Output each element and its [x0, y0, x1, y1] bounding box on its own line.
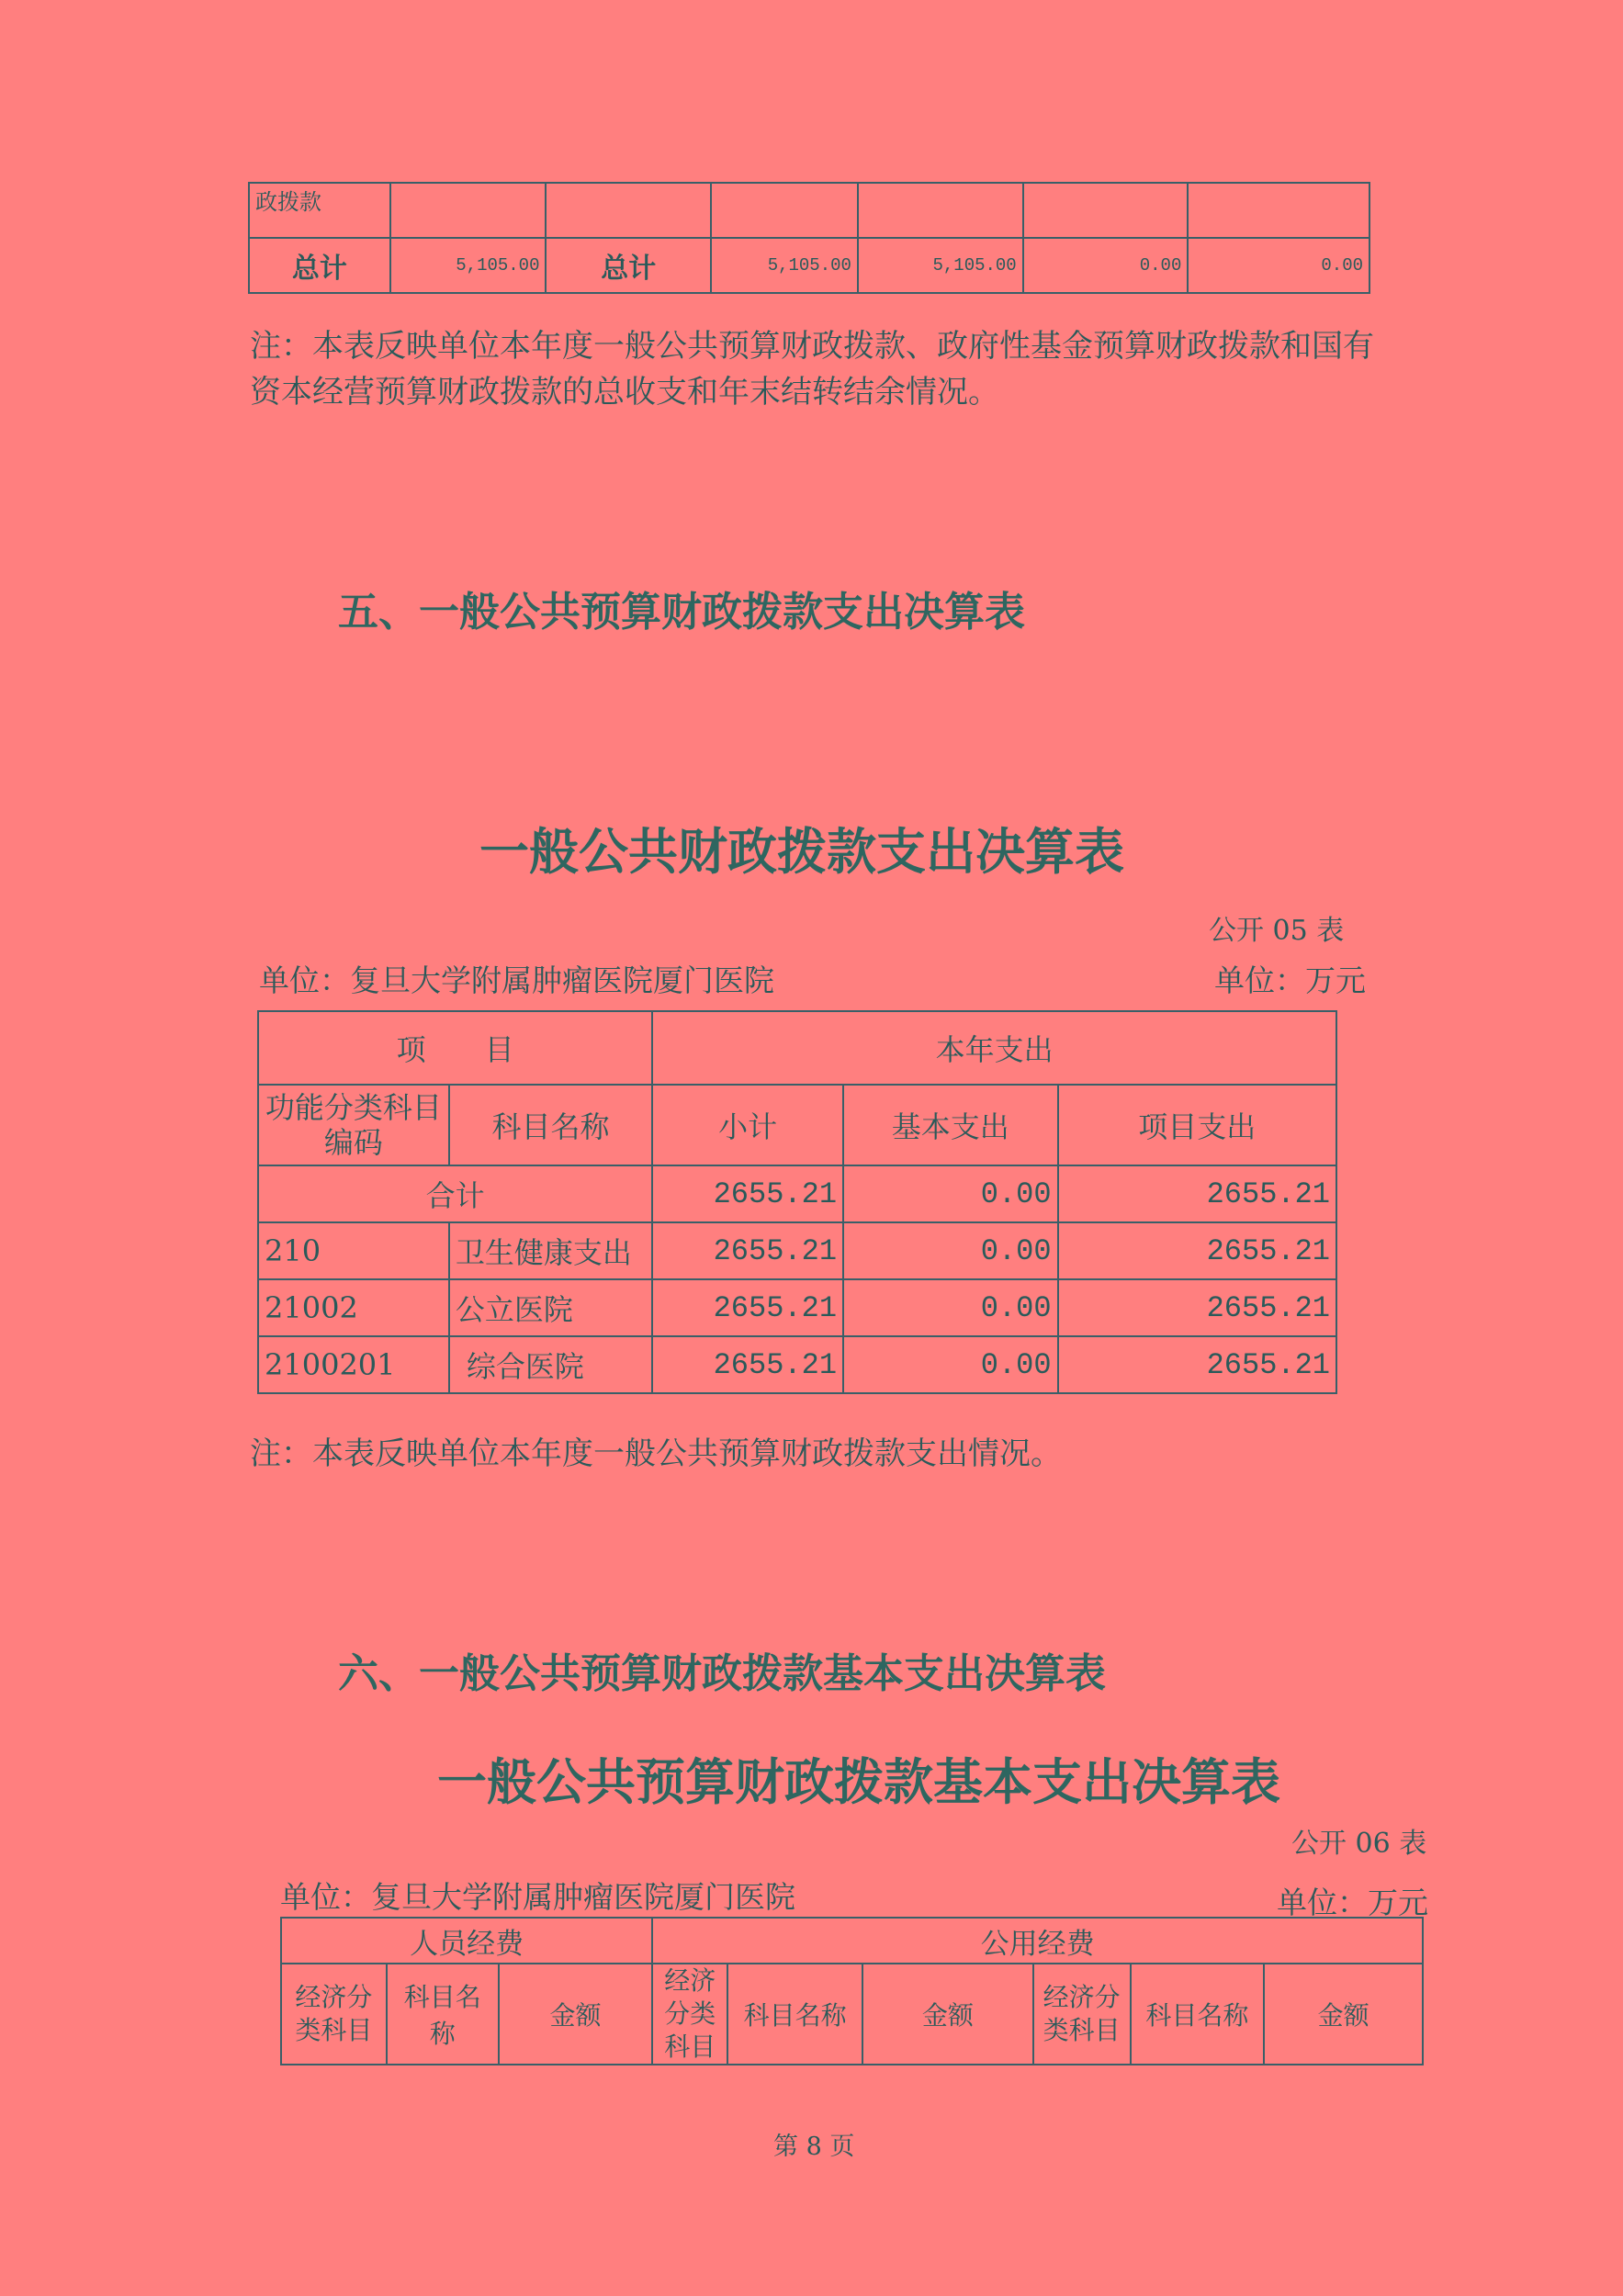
row-name: 综合医院 — [449, 1336, 652, 1393]
total-value-left: 5,105.00 — [390, 238, 547, 293]
row-code: 210 — [258, 1222, 449, 1279]
col-amount: 金额 — [1264, 1964, 1423, 2065]
row-code: 21002 — [258, 1279, 449, 1336]
row-basic: 0.00 — [843, 1222, 1058, 1279]
row-name: 卫生健康支出 — [449, 1222, 652, 1279]
section-5-heading: 五、一般公共预算财政拨款支出决算表 — [338, 589, 1025, 636]
table-row — [258, 1279, 1336, 1336]
table05-unit-money: 单位：万元 — [1214, 962, 1366, 998]
table-row — [249, 183, 1369, 238]
table-row-total — [249, 238, 1369, 293]
group-personnel: 人员经费 — [281, 1918, 652, 1964]
row-subtotal: 2655.21 — [652, 1222, 843, 1279]
table-header-row — [258, 1085, 1336, 1165]
total-subtotal: 2655.21 — [652, 1165, 843, 1222]
total-value: 0.00 — [1023, 238, 1189, 293]
table-header-row — [281, 1964, 1423, 2065]
note-1: 注：本表反映单位本年度一般公共预算财政拨款、政府性基金预算财政拨款和国有资本经营预算财政拨款的总收支和年末结转结余情况。 — [250, 328, 1374, 411]
fiscal-summary-table-partial — [248, 182, 1370, 294]
table06-title: 一般公共预算财政拨款基本支出决算表 — [437, 1752, 1280, 1811]
table-header-row — [281, 1918, 1423, 1964]
total-basic: 0.00 — [843, 1165, 1058, 1222]
table-row — [258, 1336, 1336, 1393]
table06 — [280, 1917, 1424, 2065]
col-subject-name: 科目名称 — [387, 1964, 499, 2065]
section-6-heading: 六、一般公共预算财政拨款基本支出决算表 — [338, 1650, 1106, 1697]
page-number: 第 8 页 — [773, 2133, 855, 2161]
table-row-total — [258, 1165, 1336, 1222]
table05-title: 一般公共财政拨款支出决算表 — [479, 822, 1124, 881]
row-label: 政拨款 — [249, 183, 390, 238]
total-label: 合计 — [258, 1165, 652, 1222]
table-row — [258, 1222, 1336, 1279]
row-basic: 0.00 — [843, 1336, 1058, 1393]
col-function-code: 功能分类科目编码 — [258, 1085, 449, 1165]
col-econ-class: 经济分类科目 — [281, 1964, 387, 2065]
table06-unit-name: 单位：复旦大学附属肿瘤医院厦门医院 — [280, 1879, 795, 1915]
col-basic: 基本支出 — [843, 1085, 1058, 1165]
total-value: 0.00 — [1188, 238, 1369, 293]
header-year-expenditure: 本年支出 — [652, 1011, 1336, 1085]
row-project: 2655.21 — [1058, 1279, 1336, 1336]
row-project: 2655.21 — [1058, 1336, 1336, 1393]
row-name: 公立医院 — [449, 1279, 652, 1336]
col-subtotal: 小计 — [652, 1085, 843, 1165]
total-value: 5,105.00 — [858, 238, 1023, 293]
total-project: 2655.21 — [1058, 1165, 1336, 1222]
col-project: 项目支出 — [1058, 1085, 1336, 1165]
header-item: 项 目 — [258, 1011, 652, 1085]
col-econ-class: 经济分类科目 — [1033, 1964, 1131, 2065]
row-basic: 0.00 — [843, 1279, 1058, 1336]
group-public: 公用经费 — [652, 1918, 1423, 1964]
col-amount: 金额 — [499, 1964, 653, 2065]
total-label-left: 总计 — [249, 238, 390, 293]
col-subject-name: 科目名称 — [727, 1964, 862, 2065]
col-amount: 金额 — [862, 1964, 1033, 2065]
row-code: 2100201 — [258, 1336, 449, 1393]
row-project: 2655.21 — [1058, 1222, 1336, 1279]
note-2: 注：本表反映单位本年度一般公共预算财政拨款支出情况。 — [250, 1435, 1062, 1472]
total-value: 5,105.00 — [711, 238, 858, 293]
col-econ-class: 经济分类科目 — [652, 1964, 727, 2065]
table-header-row — [258, 1011, 1336, 1085]
col-subject-name: 科目名称 — [449, 1085, 652, 1165]
table06-form-number: 公开 06 表 — [1291, 1828, 1427, 1860]
total-label-right: 总计 — [546, 238, 711, 293]
table06-unit-money: 单位：万元 — [1277, 1885, 1428, 1920]
col-subject-name: 科目名称 — [1131, 1964, 1265, 2065]
row-subtotal: 2655.21 — [652, 1336, 843, 1393]
row-subtotal: 2655.21 — [652, 1279, 843, 1336]
table05-form-number: 公开 05 表 — [1209, 915, 1345, 947]
table05 — [257, 1010, 1337, 1394]
table05-unit-name: 单位：复旦大学附属肿瘤医院厦门医院 — [259, 962, 774, 998]
